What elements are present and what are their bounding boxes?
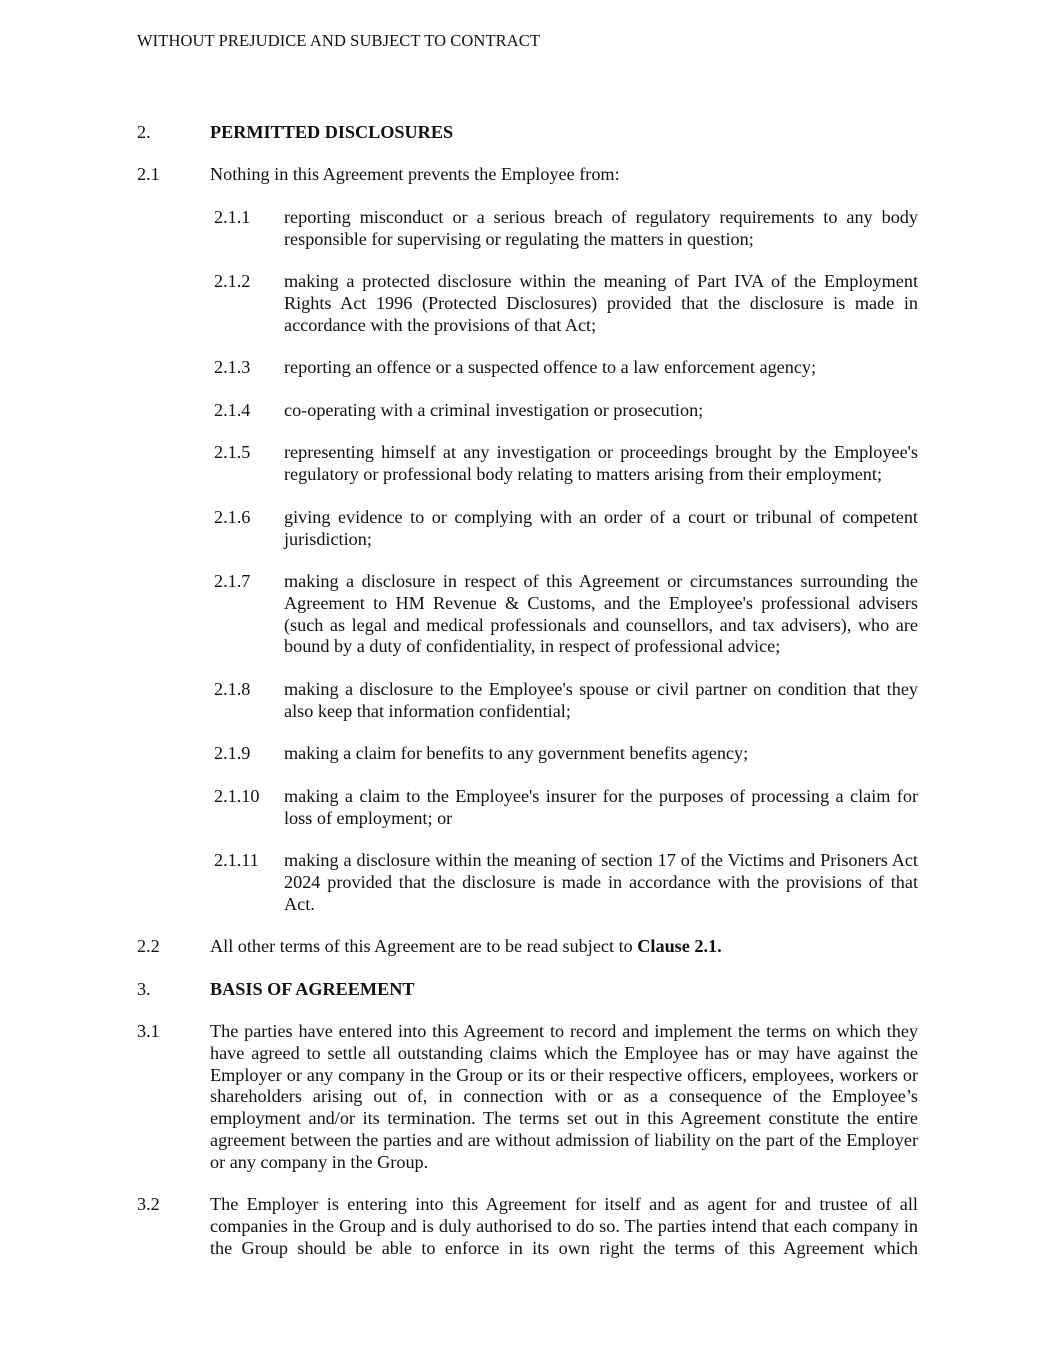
- section-number: 3.: [137, 979, 151, 999]
- clause-2-1: [137, 164, 918, 186]
- subclause-number: 2.1.1: [214, 207, 251, 227]
- clause-text-body: All other terms of this Agreement are to be read subject to: [210, 936, 638, 956]
- section-title: PERMITTED DISCLOSURES: [210, 122, 454, 142]
- subclause-2-1-8: [214, 679, 918, 723]
- subclause-number: 2.1.8: [214, 679, 251, 699]
- subclause-2-1-11: [214, 850, 918, 915]
- section-title: BASIS OF AGREEMENT: [210, 979, 415, 999]
- subclause-text: reporting an offence or a suspected offence to a law enforcement agency;: [284, 357, 817, 377]
- clause-3-1: [137, 1021, 918, 1174]
- subclause-text: making a disclosure to the Employee's spouse or civil partner on condition that they also keep that information confidential;: [284, 679, 918, 721]
- subclause-number: 2.1.3: [214, 357, 251, 377]
- subclause-number: 2.1.4: [214, 400, 251, 420]
- subclause-2-1-1: [214, 207, 918, 251]
- subclause-number: 2.1.9: [214, 743, 251, 763]
- subclause-2-1-3: [214, 357, 918, 379]
- subclause-2-1-2: [214, 271, 918, 336]
- subclause-text: reporting misconduct or a serious breach of regulatory requirements to any body responsible for supervising or regulating the matters in question;: [284, 207, 918, 249]
- subclause-text: giving evidence to or complying with an order of a court or tribunal of competent jurisdiction;: [284, 507, 918, 549]
- subclause-text: representing himself at any investigation or proceedings brought by the Employee's regulatory or professional body relating to matters arising from their employment;: [284, 442, 918, 484]
- subclause-number: 2.1.5: [214, 442, 251, 462]
- subclause-text: making a claim for benefits to any government benefits agency;: [284, 743, 749, 763]
- subclause-2-1-4: [214, 400, 918, 422]
- clause-text: The Employer is entering into this Agreement for itself and as agent for and trustee of all companies in the Group and is duly authorised to do so. The parties intend that each company in the Group should be able to enforce in its own right the terms of this Agreement which: [210, 1194, 918, 1258]
- clause-number: 2.2: [137, 936, 160, 956]
- subclause-text: making a disclosure in respect of this Agreement or circumstances surrounding the Agreement to HM Revenue & Customs, and the Employee's professional advisers (such as legal and medical professionals and counsellors, and tax advisers), who are bound by a duty of confidentiality, in respect of professional advice;: [284, 571, 918, 657]
- subclause-text: co-operating with a criminal investigation or prosecution;: [284, 400, 704, 420]
- subclause-text: making a protected disclosure within the meaning of Part IVA of the Employment Rights Act 1996 (Protected Disclosures) provided that the disclosure is made in accordance with the provisions of that Act;: [284, 271, 918, 335]
- subclause-text: making a claim to the Employee's insurer for the purposes of processing a claim for loss of employment; or: [284, 786, 918, 828]
- clause-2-2: [137, 936, 918, 958]
- clause-3-2: [137, 1194, 918, 1259]
- subclause-number: 2.1.11: [214, 850, 259, 870]
- subclause-number: 2.1.2: [214, 271, 251, 291]
- subclause-2-1-9: [214, 743, 918, 765]
- clause-number: 2.1: [137, 164, 160, 184]
- subclause-2-1-5: [214, 442, 918, 486]
- clause-number: 3.2: [137, 1194, 160, 1214]
- subclause-2-1-7: [214, 571, 918, 658]
- clause-number: 3.1: [137, 1021, 160, 1041]
- subclause-number: 2.1.10: [214, 786, 260, 806]
- section-number: 2.: [137, 122, 151, 142]
- subclause-text: making a disclosure within the meaning of section 17 of the Victims and Prisoners Act 2024 provided that the disclosure is made in accordance with the provisions of that Act.: [284, 850, 918, 914]
- subclause-2-1-10: [214, 786, 918, 830]
- clause-text: [210, 936, 918, 958]
- subclause-2-1-6: [214, 507, 918, 551]
- clause-text: Nothing in this Agreement prevents the Employee from:: [210, 164, 620, 184]
- subclause-number: 2.1.7: [214, 571, 251, 591]
- subclause-number: 2.1.6: [214, 507, 251, 527]
- clause-text: The parties have entered into this Agreement to record and implement the terms on which they have agreed to settle all outstanding claims which the Employee has or may have against the Employer or any company in the Group or its or their respective officers, employees, workers or shareholders arising out of, in connection with or as a consequence of the Employee’s employment and/or its termination. The terms set out in this Agreement constitute the entire agreement between the parties and are without admission of liability on the part of the Employer or any company in the Group.: [210, 1021, 918, 1172]
- clause-cross-reference: Clause 2.1.: [637, 936, 722, 956]
- page-header: WITHOUT PREJUDICE AND SUBJECT TO CONTRACT: [137, 31, 541, 50]
